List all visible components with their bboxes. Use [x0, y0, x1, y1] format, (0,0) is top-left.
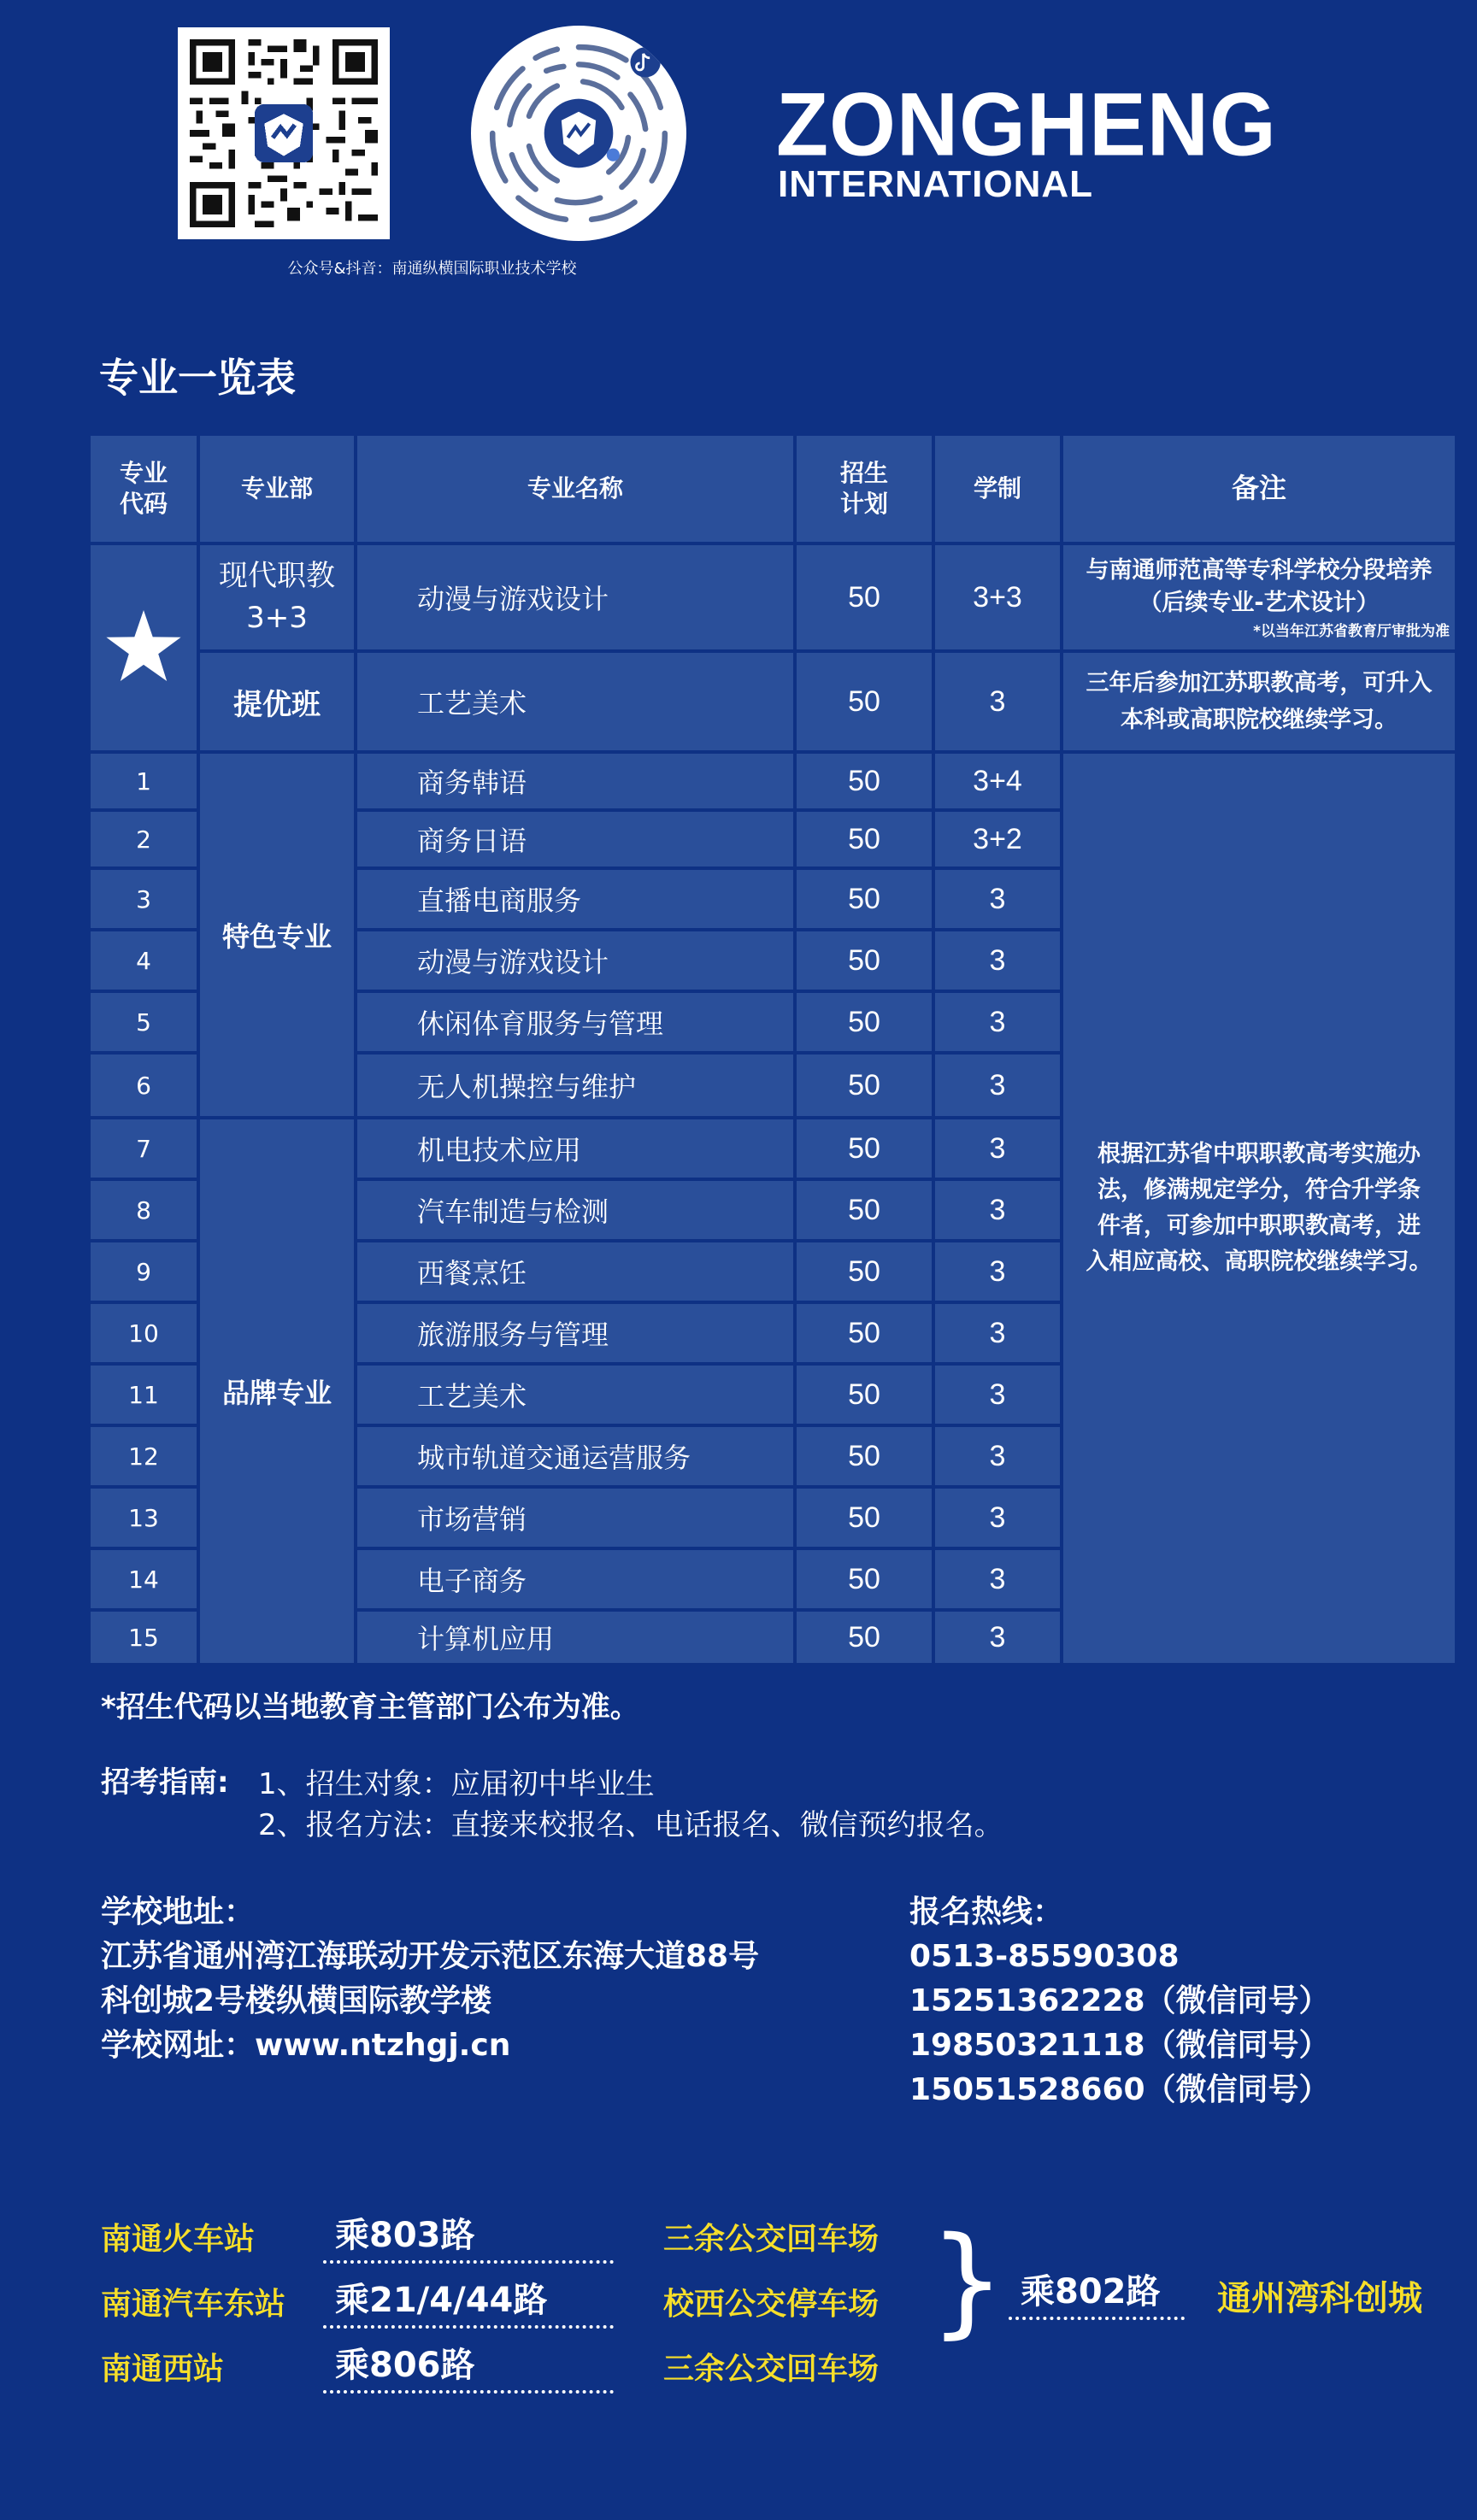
table-row-plan: 50 [797, 812, 932, 866]
table-row-name: 西餐烹饪 [357, 1242, 793, 1301]
table-row-years: 3 [935, 1489, 1060, 1547]
table-row-code: 1 [91, 754, 197, 808]
table-row-years: 3 [935, 1366, 1060, 1424]
qr-caption: 公众号&抖音：南通纵横国际职业技术学校 [287, 260, 577, 278]
table-row-name: 休闲体育服务与管理 [357, 993, 793, 1051]
table-row-code: 14 [91, 1550, 197, 1608]
brand-subtitle: INTERNATIONAL [778, 163, 1094, 205]
table-row-name: 汽车制造与检测 [357, 1181, 793, 1239]
table-row-plan: 50 [797, 1304, 932, 1362]
address-line-1: 江苏省通州湾江海联动开发示范区东海大道88号 [101, 1939, 760, 1974]
special-dept-advanced: 提优班 [200, 653, 354, 750]
star-icon [91, 545, 197, 750]
table-row-code: 8 [91, 1181, 197, 1239]
table-row-plan: 50 [797, 1427, 932, 1485]
brace-icon: } [929, 2212, 1006, 2351]
table-row-name: 动漫与游戏设计 [357, 931, 793, 990]
table-row-years: 3 [935, 1119, 1060, 1178]
table-row-plan: 50 [797, 870, 932, 928]
dept-feature: 特色专业 [200, 754, 354, 1116]
wechat-qr-code[interactable] [178, 27, 390, 239]
table-row-years: 3+2 [935, 812, 1060, 866]
table-row-name: 直播电商服务 [357, 870, 793, 928]
hotline-label: 报名热线： [909, 1894, 1064, 1930]
table-row-name: 机电技术应用 [357, 1119, 793, 1178]
table-row-name: 电子商务 [357, 1550, 793, 1608]
table-row-code: 9 [91, 1242, 197, 1301]
table-row-name: 旅游服务与管理 [357, 1304, 793, 1362]
table-row-code: 13 [91, 1489, 197, 1547]
table-row-years: 3 [935, 1242, 1060, 1301]
table-row-years: 3 [935, 870, 1060, 928]
header-years: 学制 [935, 436, 1060, 542]
table-row-name: 工艺美术 [357, 1366, 793, 1424]
table-row-plan: 50 [797, 993, 932, 1051]
page-title: 专业一览表 [99, 355, 296, 401]
header-dept: 专业部 [200, 436, 354, 542]
hotline-phone-4[interactable]: 15051528660（微信同号） [909, 2072, 1330, 2107]
header-code: 专业 代码 [91, 436, 197, 542]
table-row-name: 城市轨道交通运营服务 [357, 1427, 793, 1485]
final-bus: 乘802路 [1009, 2264, 1185, 2320]
douyin-code[interactable] [471, 26, 686, 241]
table-row-code: 5 [91, 993, 197, 1051]
table-row-plan: 50 [797, 1054, 932, 1116]
table-row-plan: 50 [797, 1181, 932, 1239]
table-row-name: 市场营销 [357, 1489, 793, 1547]
table-row-plan: 50 [797, 1242, 932, 1301]
table-row-years: 3+4 [935, 754, 1060, 808]
table-row-code: 10 [91, 1304, 197, 1362]
guide-item-1: 1、招生对象：应届初中毕业生 [258, 1767, 655, 1801]
note-3plus3-small: *以当年江苏省教育厅审批为准 [1253, 623, 1450, 641]
table-row-years: 3 [935, 1612, 1060, 1663]
table-row-plan: 50 [797, 1119, 932, 1178]
table-row-years: 3 [935, 1304, 1060, 1362]
table-row-plan: 50 [797, 653, 932, 750]
table-row-code: 6 [91, 1054, 197, 1116]
address-label: 学校地址： [101, 1894, 256, 1930]
header-name: 专业名称 [357, 436, 793, 542]
route-bus-3: 乘806路 [323, 2338, 614, 2394]
dept-brand: 品牌专业 [200, 1119, 354, 1663]
table-row-years: 3 [935, 931, 1060, 990]
admission-code-notice: *招生代码以当地教育主管部门公布为准。 [101, 1690, 639, 1724]
table-row-name: 商务日语 [357, 812, 793, 866]
common-note: 根据江苏省中职职教高考实施办 法，修满规定学分，符合升学条 件者，可参加中职职教高考，进 入相应高校、高职院校继续学习。 [1063, 754, 1455, 1663]
address-line-2: 科创城2号楼纵横国际教学楼 [101, 1983, 492, 2018]
route-from-3: 南通西站 [101, 2352, 225, 2387]
table-row-code: 7 [91, 1119, 197, 1178]
table-row-code: 2 [91, 812, 197, 866]
table-row-plan: 50 [797, 754, 932, 808]
table-row-name: 动漫与游戏设计 [357, 545, 793, 649]
special-dept-3plus3: 现代职教 3+3 [200, 545, 354, 649]
destination: 通州湾科创城 [1217, 2279, 1422, 2318]
route-to-3: 三余公交回车场 [663, 2352, 880, 2387]
guide-item-2: 2、报名方法：直接来校报名、电话报名、微信预约报名。 [258, 1808, 1003, 1842]
table-row-years: 3 [935, 1427, 1060, 1485]
table-row-plan: 50 [797, 931, 932, 990]
table-row-code: 4 [91, 931, 197, 990]
table-row-years: 3+3 [935, 545, 1060, 649]
table-row-plan: 50 [797, 1550, 932, 1608]
hotline-phone-1[interactable]: 0513-85590308 [909, 1939, 1180, 1974]
table-row-code: 11 [91, 1366, 197, 1424]
table-row-years: 3 [935, 1181, 1060, 1239]
guide-label: 招考指南: [101, 1765, 229, 1800]
table-row-name: 工艺美术 [357, 653, 793, 750]
table-row-name: 无人机操控与维护 [357, 1054, 793, 1116]
table-row-years: 3 [935, 1054, 1060, 1116]
table-row-name: 商务韩语 [357, 754, 793, 808]
table-row-plan: 50 [797, 1489, 932, 1547]
table-row-name: 计算机应用 [357, 1612, 793, 1663]
route-bus-2: 乘21/4/44路 [323, 2273, 614, 2329]
route-to-2: 校西公交停车场 [663, 2287, 880, 2322]
brand-name: ZONGHENG [776, 74, 1277, 175]
table-row-code: 3 [91, 870, 197, 928]
table-row-plan: 50 [797, 1612, 932, 1663]
table-row-plan: 50 [797, 1366, 932, 1424]
route-to-1: 三余公交回车场 [663, 2222, 880, 2257]
table-row-plan: 50 [797, 545, 932, 649]
school-website[interactable]: 学校网址：www.ntzhgj.cn [101, 2028, 511, 2063]
note-3plus3 [1063, 545, 1455, 649]
header-plan: 招生 计划 [797, 436, 932, 542]
table-row-years: 3 [935, 1550, 1060, 1608]
note-3plus3-text: 与南通师范高等专科学校分段培养 （后续专业-艺术设计） [1086, 556, 1433, 616]
note-advanced: 三年后参加江苏职教高考，可升入 本科或高职院校继续学习。 [1063, 653, 1455, 750]
route-bus-1: 乘803路 [323, 2208, 614, 2264]
table-row-code: 15 [91, 1612, 197, 1663]
table-row-years: 3 [935, 653, 1060, 750]
hotline-phone-2[interactable]: 15251362228（微信同号） [909, 1983, 1330, 2018]
table-row-years: 3 [935, 993, 1060, 1051]
hotline-phone-3[interactable]: 19850321118（微信同号） [909, 2028, 1330, 2063]
route-from-2: 南通汽车东站 [101, 2287, 286, 2322]
header-note: 备注 [1063, 436, 1455, 542]
route-from-1: 南通火车站 [101, 2222, 256, 2257]
table-row-code: 12 [91, 1427, 197, 1485]
